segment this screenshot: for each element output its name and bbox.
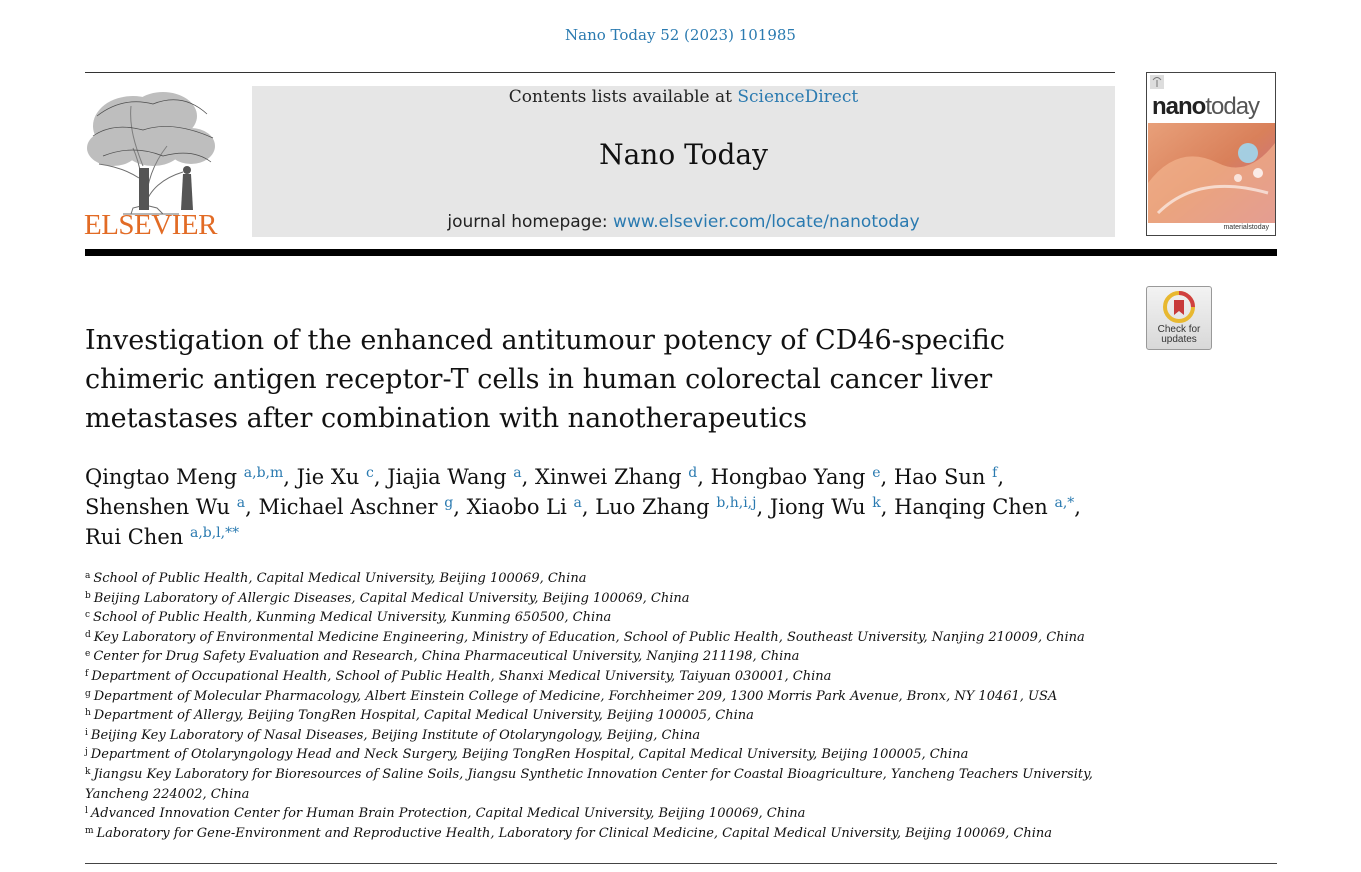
affiliation-text: Department of Otolaryngology Head and Neck Surgery, Beijing TongRen Hospital, Capital Medical University, Beijing 100005, China <box>90 747 969 763</box>
affiliation-key: i <box>85 727 88 738</box>
check-for-updates-icon <box>1163 291 1195 323</box>
author-name[interactable]: Michael Aschner <box>258 495 438 519</box>
author-name[interactable]: Hao Sun <box>893 465 986 489</box>
author-name[interactable]: Xinwei Zhang <box>534 465 682 489</box>
affiliation-text: School of Public Health, Capital Medical University, Beijing 100069, China <box>93 571 587 586</box>
journal-name: Nano Today <box>599 138 768 171</box>
affiliation-key: e <box>85 649 91 660</box>
affiliation-text: School of Public Health, Kunming Medical University, Kunming 650500, China <box>93 610 612 626</box>
author[interactable] <box>387 465 521 489</box>
author-affiliation-marker[interactable]: e <box>872 465 881 481</box>
author-name[interactable]: Rui Chen <box>85 525 184 549</box>
author-affiliation-marker[interactable]: a <box>236 495 246 511</box>
journal-homepage-link[interactable]: www.elsevier.com/locate/nanotoday <box>613 212 920 232</box>
affiliation-key: c <box>85 610 91 621</box>
citation-link[interactable]: Nano Today 52 (2023) 101985 <box>565 26 796 44</box>
author[interactable] <box>85 525 239 549</box>
author[interactable] <box>258 495 453 519</box>
affiliation-item <box>85 687 1115 707</box>
author[interactable] <box>770 495 881 519</box>
author-affiliation-marker[interactable]: c <box>366 465 374 481</box>
author-name[interactable]: Xiaobo Li <box>466 495 567 519</box>
affiliation-text: Laboratory for Gene-Environment and Reproductive Health, Laboratory for Clinical Medicine, Capital Medical University, Beijing 100069, China <box>96 825 1053 841</box>
cover-title <box>1152 93 1259 121</box>
affiliation-item <box>85 804 1115 824</box>
journal-cover-thumbnail[interactable] <box>1146 72 1276 236</box>
author-affiliation-marker[interactable]: f <box>992 465 998 481</box>
affiliation-key: a <box>85 571 91 581</box>
affiliation-key: k <box>85 766 91 777</box>
affiliation-item <box>85 706 1115 726</box>
author-name[interactable]: Jiajia Wang <box>387 465 507 489</box>
affiliation-key: j <box>85 747 88 758</box>
header-divider <box>85 249 1277 256</box>
author-affiliation-marker[interactable]: a,b,m <box>243 465 284 481</box>
affiliation-list <box>85 569 1115 843</box>
affiliation-text: Department of Allergy, Beijing TongRen Hospital, Capital Medical University, Beijing 100005, China <box>93 708 754 724</box>
author-affiliation-marker[interactable]: a <box>573 495 582 511</box>
author-name[interactable]: Qingtao Meng <box>85 465 238 489</box>
cover-footer: materialstoday <box>1223 224 1269 231</box>
author-name[interactable]: Jiong Wu <box>769 495 866 519</box>
author[interactable] <box>535 465 697 489</box>
affiliation-item <box>85 589 1115 609</box>
author-affiliation-marker[interactable]: b,h,i,j <box>716 495 757 511</box>
author-affiliation-marker[interactable]: a <box>513 465 522 481</box>
author-name[interactable]: Hongbao Yang <box>710 465 866 489</box>
affiliation-item <box>85 569 1115 589</box>
author-name[interactable]: Shenshen Wu <box>85 495 231 519</box>
affiliation-text: Beijing Key Laboratory of Nasal Diseases, Beijing Institute of Otolaryngology, Beijing, China <box>90 727 701 743</box>
author-affiliation-marker[interactable]: k <box>872 495 881 511</box>
affiliation-item <box>85 647 1115 667</box>
elsevier-wordmark: ELSEVIER <box>84 209 217 241</box>
author[interactable] <box>297 465 374 489</box>
cover-title-thin: today <box>1205 93 1260 120</box>
affiliation-key: b <box>85 590 91 601</box>
affiliation-item <box>85 628 1115 648</box>
cover-artwork-icon <box>1148 123 1275 223</box>
affiliation-item <box>85 726 1115 746</box>
affiliation-key: m <box>85 825 94 836</box>
contents-line <box>252 87 1115 107</box>
author[interactable] <box>894 495 1074 519</box>
top-rule <box>85 72 1115 73</box>
affiliation-item <box>85 667 1115 687</box>
article-title: Investigation of the enhanced antitumour potency of CD46-specific chimeric antigen receptor-T cells in human colorectal cancer liver metastases after combination with nanotherapeutics <box>85 325 1005 434</box>
check-updates-line1: Check for <box>1157 324 1201 335</box>
affiliation-key: f <box>85 668 89 679</box>
author-name[interactable]: Jie Xu <box>296 465 360 489</box>
contents-prefix: Contents lists available at <box>508 87 732 107</box>
affiliation-text: Beijing Laboratory of Allergic Diseases, Capital Medical University, Beijing 100069, China <box>93 590 690 606</box>
check-for-updates-button[interactable] <box>1146 286 1212 350</box>
author-name[interactable]: Luo Zhang <box>595 495 710 519</box>
homepage-line <box>252 212 1115 232</box>
affiliation-text: Center for Drug Safety Evaluation and Research, China Pharmaceutical University, Nanjing 211198, China <box>93 649 800 665</box>
journal-citation[interactable] <box>0 26 1361 44</box>
affiliation-key: g <box>85 688 91 699</box>
author[interactable] <box>595 495 756 519</box>
affiliation-item <box>85 745 1115 765</box>
sciencedirect-link[interactable]: ScienceDirect <box>737 87 859 107</box>
journal-masthead <box>252 86 1115 237</box>
bottom-rule <box>85 863 1277 864</box>
author[interactable] <box>711 465 881 489</box>
affiliation-text: Department of Occupational Health, School of Public Health, Shanxi Medical University, Taiyuan 030001, China <box>91 668 832 684</box>
affiliation-key: h <box>85 708 91 719</box>
author-affiliation-marker[interactable]: a,* <box>1054 495 1075 511</box>
homepage-prefix: journal homepage: <box>447 212 608 232</box>
author-name[interactable]: Hanqing Chen <box>894 495 1048 519</box>
affiliation-key: d <box>85 629 91 640</box>
author[interactable] <box>467 495 582 519</box>
author[interactable] <box>894 465 997 489</box>
affiliation-text: Advanced Innovation Center for Human Brain Protection, Capital Medical University, Beijing 100069, China <box>90 806 806 822</box>
affiliation-text: Key Laboratory of Environmental Medicine Engineering, Ministry of Education, School of Public Health, Southeast University, Nanjing 210009, China <box>93 629 1085 645</box>
affiliation-item <box>85 608 1115 628</box>
check-for-updates-label <box>1147 325 1211 345</box>
affiliation-key: l <box>85 806 88 817</box>
author-affiliation-marker[interactable]: g <box>444 495 454 511</box>
author[interactable] <box>85 465 283 489</box>
cover-title-bold: nano <box>1152 93 1206 120</box>
check-updates-line2: updates <box>1161 334 1197 345</box>
author-list: Qingtao Meng $^{a,b,m}$, Jie Xu $^c$, Jiajia Wang $^a$, Xinwei Zhang $^d$, Hongbao Yang $^e$, Hao Sun $^f$, Shenshen Wu $^a$, Michael Aschner $^g$, Xiaobo Li $^a$, Luo Zhang $^{b,h,i,j}$, Jiong Wu $^k$, Hanqing Chen $^{a,*}$, Rui Chen $^{a,b,l,**}$ <box>85 465 1081 549</box>
affiliation-text: Jiangsu Key Laboratory for Bioresources of Saline Soils, Jiangsu Synthetic Innovation Center for Coastal Bioagriculture, Yancheng Teachers University, Yancheng 224002, China <box>85 766 1093 802</box>
author-affiliation-marker[interactable]: a,b,l,** <box>189 525 240 541</box>
affiliation-text: Department of Molecular Pharmacology, Albert Einstein College of Medicine, Forchheimer 209, 1300 Morris Park Avenue, Bronx, NY 10461, USA <box>93 688 1058 704</box>
author-affiliation-marker[interactable]: d <box>688 465 698 481</box>
author[interactable] <box>85 495 245 519</box>
cover-elsevier-mini-logo-icon <box>1150 75 1164 89</box>
affiliation-item <box>85 765 1115 804</box>
affiliation-item <box>85 824 1115 844</box>
